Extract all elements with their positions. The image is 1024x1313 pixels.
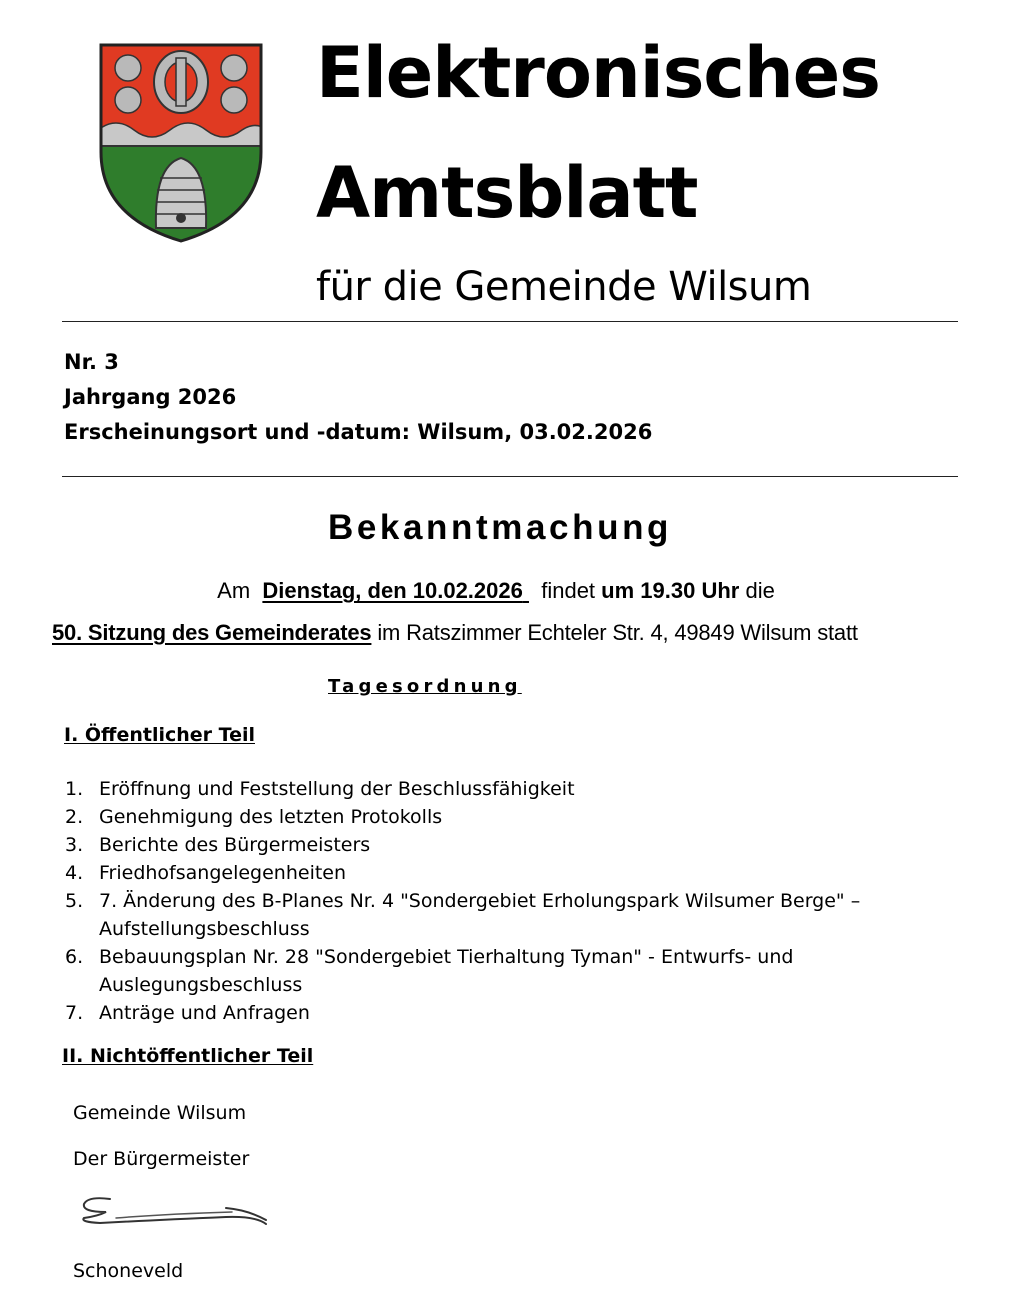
handwritten-signature-icon [76,1190,272,1234]
agenda-item [64,831,964,859]
private-section-heading: II. Nichtöffentlicher Teil [62,1045,314,1067]
agenda-item-number: 6. [65,946,84,968]
agenda-item-number: 4. [65,862,84,884]
agenda-item-text: Aufstellungsbeschluss [99,918,310,940]
title-line-2: Amtsblatt [316,152,698,234]
coat-of-arms-icon [98,42,264,244]
agenda-item-number: 7. [65,1002,84,1024]
agenda-item [64,859,964,887]
subtitle: für die Gemeinde Wilsum [316,264,812,310]
agenda-item-text: 7. Änderung des B-Planes Nr. 4 "Sondergebiet Erholungspark Wilsumer Berge" – [99,890,861,912]
agenda-item-text: Anträge und Anfragen [99,1002,310,1024]
closing-municipality: Gemeinde Wilsum [73,1102,247,1124]
closing-role: Der Bürgermeister [73,1148,250,1170]
announcement-sentence-2 [52,620,858,646]
agenda-item-number: 5. [65,890,84,912]
agenda-item-text: Friedhofsangelegenheiten [99,862,347,884]
agenda-item [64,803,964,831]
divider-bottom [62,476,958,477]
session-location: im Ratszimmer Echteler Str. 4, 49849 Wilsum statt [377,620,858,645]
divider-top [62,321,958,322]
place-and-date: Erscheinungsort und -datum: Wilsum, 03.02.2026 [64,420,653,444]
meeting-date: Dienstag, den 10.02.2026 [262,578,523,603]
volume-year: Jahrgang 2026 [64,385,237,409]
announcement-heading: Bekanntmachung [327,508,673,547]
agenda-item-text: Auslegungsbeschluss [99,974,303,996]
agenda-item-number: 1. [65,778,84,800]
agenda-list [64,775,964,1027]
public-section-heading: I. Öffentlicher Teil [64,724,255,746]
agenda-item-number: 3. [65,834,84,856]
agenda-item-number: 2. [65,806,84,828]
agenda-item-text: Genehmigung des letzten Protokolls [99,806,443,828]
issue-number: Nr. 3 [64,350,119,374]
sentence-am: Am [217,578,251,603]
sentence-die: die [745,578,775,603]
announcement-sentence-1 [0,578,992,604]
agenda-item [64,887,964,943]
sentence-findet: findet [541,578,596,603]
agenda-item [64,943,964,999]
agenda-item [64,999,964,1027]
agenda-item-text: Berichte des Bürgermeisters [99,834,371,856]
meeting-time: um 19.30 Uhr [601,578,740,603]
agenda-item-text: Eröffnung und Feststellung der Beschlussfähigkeit [99,778,575,800]
closing-name: Schoneveld [73,1260,184,1282]
agenda-item [64,775,964,803]
agenda-heading: Tagesordnung [328,676,522,697]
session-name: 50. Sitzung des Gemeinderates [52,620,372,645]
agenda-item-text: Bebauungsplan Nr. 28 "Sondergebiet Tierhaltung Tyman" - Entwurfs- und [99,946,794,968]
title-line-1: Elektronisches [316,32,880,114]
